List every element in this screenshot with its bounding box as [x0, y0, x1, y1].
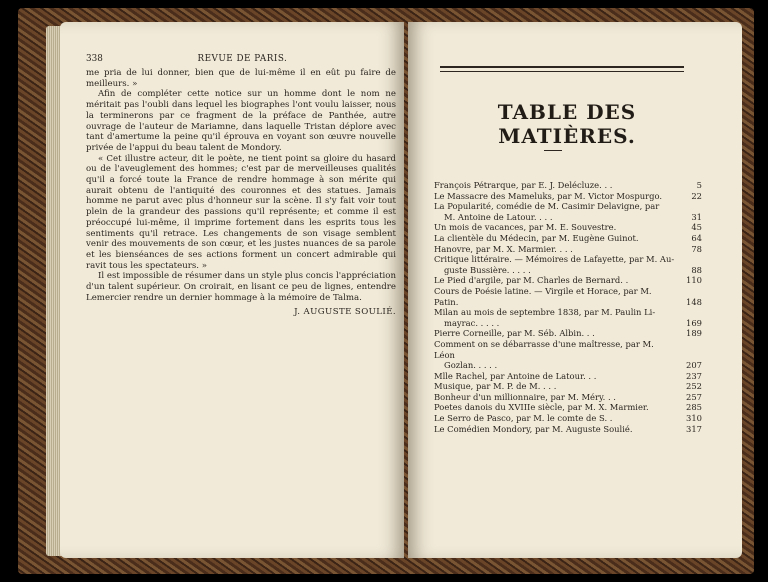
toc-entry-title: Le Pied d'argile, par M. Charles de Bernard. .	[434, 275, 629, 286]
toc-entry	[434, 339, 702, 371]
paragraph: me pria de lui donner, bien que de lui-même il en eût pu faire de meilleurs. »	[86, 68, 396, 89]
toc-entry-continuation: Gozlan. . . . .	[444, 360, 498, 371]
toc-entry-title: Un mois de vacances, par M. E. Souvestre.	[434, 222, 617, 233]
toc-entry-page: 64	[691, 232, 702, 243]
toc-entry	[434, 424, 702, 435]
top-rule	[440, 66, 684, 68]
book	[18, 8, 754, 574]
toc-entry-page: 78	[691, 243, 702, 254]
toc-entry-title: Musique, par M. P. de M. . . .	[434, 381, 557, 392]
paragraph: « Cet illustre acteur, dit le poète, ne tient point sa gloire du hasard ou de l'aveuglement des hommes; c'est par de merveilleuses qualités qu'il a forcé toute la France de rendre hommage à son mérite qui aurait obtenu de l'antiquité des couronnes et des statues. Jamais homme ne parut avec plus d'honneur sur la scène. Il s'y fait voir tout plein de la grandeur des passions qu'il représente; et comme il est préoccupé lui-même, il imprime fortement dans les esprits tous les sentiments qu'il retrace. Les changements de son visage semblent venir des mouvements de son cœur, et les justes nuances de sa parole et les bienséances de ses actions forment un concert admirable qui ravit tous les spectateurs. »	[86, 153, 396, 271]
running-header	[86, 54, 396, 64]
toc-entry	[434, 222, 702, 233]
toc-entry-page: 252	[686, 381, 702, 392]
toc-entry-title: Le Comédien Mondory, par M. Auguste Soulié.	[434, 423, 633, 434]
toc-entry-page: 310	[686, 413, 702, 424]
toc-entry	[434, 254, 702, 275]
toc-entry-page: 189	[686, 328, 702, 339]
toc-entry-page: 285	[686, 402, 702, 413]
toc-entry	[434, 381, 702, 392]
toc-entry-title: Bonheur d'un millionnaire, par M. Méry. . .	[434, 391, 616, 402]
toc-entry-page: 45	[691, 222, 702, 233]
toc-entry-title: François Pétrarque, par E. J. Delécluze. . .	[434, 180, 613, 190]
toc-entry-title: Comment on se débarrasse d'une maîtresse, par M. Léon Gozlan. . . . .	[434, 339, 676, 371]
toc-entry-page: 207	[686, 360, 702, 371]
toc-entry-title: Milan au mois de septembre 1838, par M. Paulin Li- mayrac. . . . .	[434, 307, 676, 328]
toc-entry-continuation: mayrac. . . . .	[444, 317, 500, 328]
page-number: 338	[86, 54, 103, 64]
title-dash	[544, 150, 562, 151]
toc-entry-page: 88	[691, 264, 702, 275]
signature: J. AUGUSTE SOULIÉ.	[294, 307, 396, 318]
toc-entry	[434, 413, 702, 424]
toc-entry-title: Le Serro de Pasco, par M. le comte de S. .	[434, 413, 613, 424]
toc-entry-title: La Popularité, comédie de M. Casimir Delavigne, par M. Antoine de Latour. . . .	[434, 201, 676, 222]
toc-entry-page: 317	[686, 423, 702, 434]
toc-entry-title: Cours de Poésie latine. — Virgile et Horace, par M. Patin.	[434, 285, 652, 307]
toc-entry-continuation: M. Antoine de Latour. . . .	[444, 211, 553, 222]
toc-entry-page: 169	[686, 317, 702, 328]
toc-entry	[434, 286, 702, 307]
toc-entry-continuation: guste Bussière. . . . .	[444, 264, 531, 275]
toc-entry	[434, 180, 702, 191]
toc-entry	[434, 201, 702, 222]
toc-entry-page: 237	[686, 370, 702, 381]
toc-entry	[434, 402, 702, 413]
toc-entry-title: La clientèle du Médecin, par M. Eugène Guinot.	[434, 232, 639, 243]
toc-entry-page: 148	[686, 296, 702, 307]
toc-entry-page: 110	[686, 275, 702, 286]
body-text	[86, 68, 396, 318]
paragraph: Afin de compléter cette notice sur un homme dont le nom ne méritait pas l'oubli dans lequel les biographes l'ont voulu laisser, nous la terminerons par ce fragment de la préface de Panthée, autre ouvrage de l'auteur de Mariamne, dans laquelle Tristan déplore avec tant d'amertume la peine qu'il éprouva en voyant son œuvre nouvelle privée de l'appui du beau talent de Mondory.	[86, 89, 396, 153]
toc-entry	[434, 244, 702, 255]
toc-entry-title: Critique littéraire. — Mémoires de Lafayette, par M. Au- guste Bussière. . . . .	[434, 254, 675, 275]
toc-entry-page: 31	[691, 211, 702, 222]
toc-entry-title: Le Massacre des Mameluks, par M. Victor Mospurgo.	[434, 190, 663, 201]
toc-entry-title: Hanovre, par M. X. Marmier. . . .	[434, 243, 573, 254]
paragraph: Il est impossible de résumer dans un style plus concis l'appréciation d'un talent supérieur. On croirait, en lisant ce peu de lignes, entendre Lemercier rendre un dernier hommage à la mémoire de Talma.	[86, 271, 396, 303]
toc-title: TABLE DES MATIÈRES.	[497, 100, 637, 148]
toc-entry	[434, 371, 702, 382]
left-page	[60, 22, 404, 558]
toc-entry	[434, 307, 702, 328]
toc-entry	[434, 275, 702, 286]
running-title: REVUE DE PARIS.	[197, 54, 288, 64]
toc-entry-title: Poetes danois du XVIIIe siècle, par M. X. Marmier.	[434, 402, 649, 413]
toc-entry-title: Pierre Corneille, par M. Séb. Albin. . .	[434, 328, 595, 339]
toc-list	[434, 180, 702, 434]
top-rule-thin	[440, 71, 684, 72]
toc-entry-page: 257	[686, 391, 702, 402]
toc-entry	[434, 233, 702, 244]
toc-entry-page: 22	[691, 190, 702, 201]
toc-entry	[434, 392, 702, 403]
toc-entry-title: Mlle Rachel, par Antoine de Latour. . .	[434, 370, 597, 381]
toc-entry-page: 5	[696, 180, 702, 190]
toc-entry	[434, 191, 702, 202]
right-page	[408, 22, 742, 558]
toc-entry	[434, 328, 702, 339]
